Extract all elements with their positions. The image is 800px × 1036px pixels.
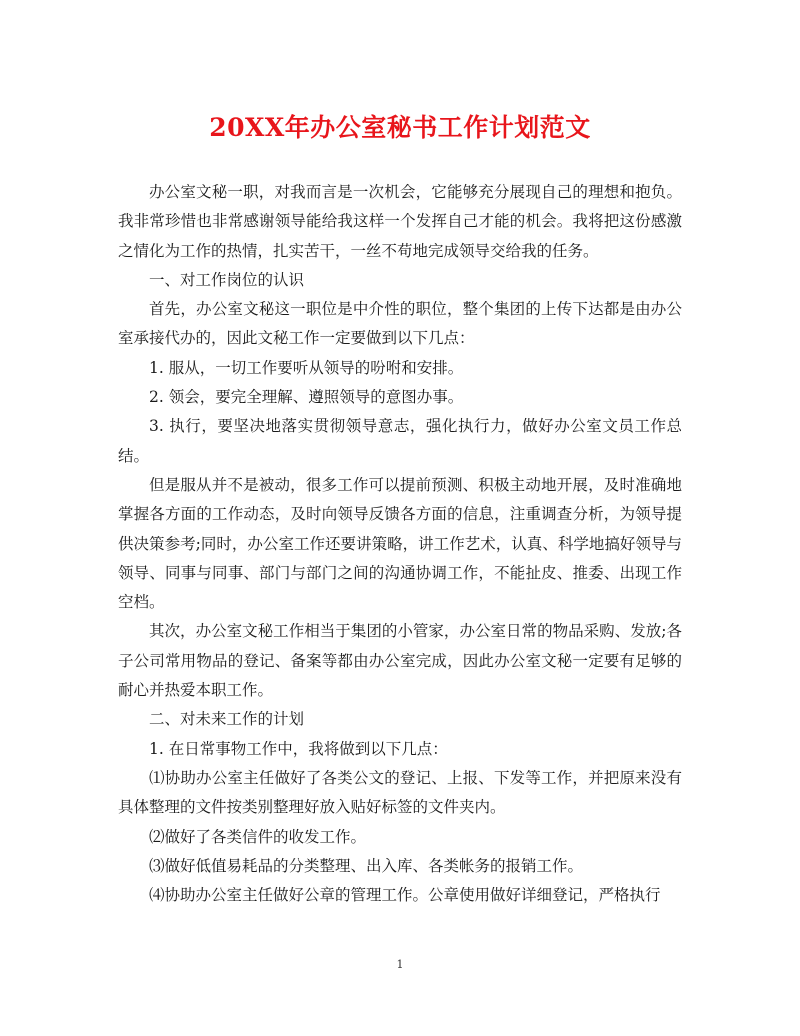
sub-item-seals: ⑷协助办公室主任做好公章的管理工作。公章使用做好详细登记，严格执行 <box>149 886 661 905</box>
list-item-daily-affairs: 1. 在日常事物工作中，我将做到以下几点： <box>149 739 448 758</box>
section-heading-1: 一、对工作岗位的认识 <box>149 270 305 289</box>
page-number: 1 <box>396 958 404 971</box>
sub-item-supplies: ⑶做好低值易耗品的分类整理、出入库、各类帐务的报销工作。 <box>149 856 584 875</box>
section-heading-2: 二、对未来工作的计划 <box>149 710 305 729</box>
list-item-execute: 3. 执行，要坚决地落实贯彻领导意志，强化执行力，做好办公室文员工作总结。 <box>118 417 682 465</box>
paragraph-intro: 办公室文秘一职，对我而言是一次机会，它能够充分展现自己的理想和抱负。我非常珍惜也非常感谢领导能给我这样一个发挥自己才能的机会。我将把这份感激之情化为工作的热情，扎实苦干，一丝不苟地完成领导交给我的任务。 <box>118 183 682 260</box>
paragraph-not-passive: 但是服从并不是被动，很多工作可以提前预测、积极主动地开展，及时准确地掌握各方面的工作动态，及时向领导反馈各方面的信息，注重调查分析，为领导提供决策参考;同时，办公室工作还要讲策略，讲工作艺术，认真、科学地搞好领导与领导、同事与同事、部门与部门之间的沟通协调工作，不能扯皮、推委、出现工作空档。 <box>118 475 682 612</box>
list-item-understand: 2. 领会，要完全理解、遵照领导的意图办事。 <box>149 388 464 407</box>
paragraph-first: 首先，办公室文秘这一职位是中介性的职位，整个集团的上传下达都是由办公室承接代办的，因此文秘工作一定要做到以下几点： <box>118 300 682 348</box>
sub-item-mail: ⑵做好了各类信件的收发工作。 <box>149 827 367 846</box>
document-body <box>118 178 682 910</box>
list-item-obey: 1. 服从，一切工作要听从领导的吩咐和安排。 <box>149 358 464 377</box>
sub-item-documents: ⑴协助办公室主任做好了各类公文的登记、上报、下发等工作，并把原来没有具体整理的文件按类别整理好放入贴好标签的文件夹内。 <box>118 768 682 817</box>
paragraph-second: 其次，办公室文秘工作相当于集团的小管家，办公室日常的物品采购、发放;各子公司常用物品的登记、备案等都由办公室完成，因此办公室文秘一定要有足够的耐心并热爱本职工作。 <box>118 622 682 700</box>
document-title: 20XX年办公室秘书工作计划范文 <box>209 113 591 142</box>
